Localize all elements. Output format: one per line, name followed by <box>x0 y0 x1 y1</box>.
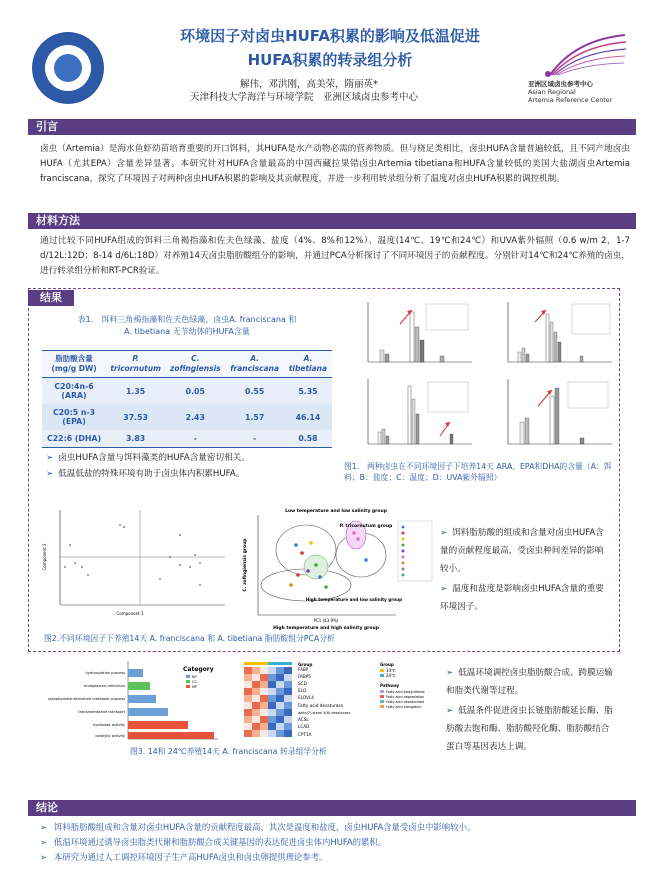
heatmap-cell <box>244 667 252 674</box>
table-cell: 46.14 <box>284 404 332 430</box>
fig1-panel-c <box>368 379 472 444</box>
heatmap-cell <box>268 723 276 730</box>
heatmap-cell <box>276 716 284 723</box>
go-bar-label: endoplasmic reticulum <box>84 684 125 688</box>
table-cell: 5.35 <box>284 378 332 405</box>
heatmap-cell <box>268 667 276 674</box>
heatmap-cell <box>276 709 284 716</box>
table-row <box>42 378 332 405</box>
heatmap-cell <box>244 702 252 709</box>
bullet-text: 低温环境调控卤虫脂肪酸合成、跨膜运输和脂类代谢等过程。 <box>446 668 613 696</box>
svg-text:FABP: FABP <box>298 667 309 672</box>
table-row <box>42 404 332 430</box>
section-methods-heading: 材料方法 <box>28 213 636 229</box>
section-intro-heading: 引言 <box>28 119 636 135</box>
heatmap-cell <box>268 695 276 702</box>
svg-text:Fatty acid desaturase: Fatty acid desaturase <box>298 703 344 708</box>
heatmap-cell <box>284 709 292 716</box>
table-header: A. franciscana <box>225 351 284 378</box>
heatmap-group-bar <box>260 662 268 665</box>
heatmap-cell <box>276 681 284 688</box>
heatmap-legend-group: Group <box>380 662 394 667</box>
heatmap-cell <box>244 709 252 716</box>
table-header: C. zofingiensis <box>165 351 225 378</box>
heatmap-cell <box>284 695 292 702</box>
svg-text:24℃: 24℃ <box>386 673 396 678</box>
heatmap-cell <box>244 674 252 681</box>
heatmap-cell <box>284 716 292 723</box>
heatmap-cell <box>284 667 292 674</box>
go-bar-label: catalytic activity <box>95 734 125 738</box>
bullet-text: 温度和盐度是影响卤虫HUFA含量的重要环境因子。 <box>440 584 604 612</box>
table-cell: 1.57 <box>225 404 284 430</box>
heatmap-group-title: Group <box>298 662 313 667</box>
pca-mid-label: High temperature and low salinity group <box>305 597 403 602</box>
heatmap-cell <box>252 674 260 681</box>
heatmap-cell <box>268 716 276 723</box>
go-bar-label: hydroxylation process <box>85 671 125 675</box>
heatmap-cell <box>284 674 292 681</box>
bullet-text: 低温低盐的特殊环境有助于卤虫体内积累HUFA。 <box>58 469 245 479</box>
hufa-table <box>42 350 332 448</box>
university-logo <box>32 32 104 104</box>
pca-group-c-label: C. zofingiensis group <box>243 538 248 592</box>
pca-group-p-label: P. tricornutum group <box>339 524 393 529</box>
heatmap-cell <box>276 695 284 702</box>
svg-text:Fatty acid degradation: Fatty acid degradation <box>386 695 425 699</box>
table-cell: 1.35 <box>106 378 165 405</box>
svg-text:CPT1A: CPT1A <box>298 732 312 737</box>
heatmap-cell <box>260 681 268 688</box>
intro-text: 卤虫（Artemia）是海水鱼虾幼苗培育重要的开口饵料，其HUFA是水产动物必需的营养物质。但与桡足类相比，卤虫HUFA含量普遍较低，且不同产地卤虫HUFA（尤其EPA）含量差异显著。本研究针对HUFA含量最高的中国西藏拉果错卤虫Artemia tibetiana和HUFA含量较低的美国大盐湖卤虫Artemia franciscana，探究了环境因子对两种卤虫HUFA积累的影响及其贡献程度，并进一步利用转录组分析了温度对卤虫HUFA积累的调控机制。 <box>40 144 630 184</box>
go-bar-label: hydrolase activity <box>93 723 125 727</box>
heatmap-cell <box>268 730 276 737</box>
table-cell: 0.58 <box>284 430 332 448</box>
pca-top-label: Low temperature and low salinity group <box>285 509 387 514</box>
heatmap-cell <box>244 716 252 723</box>
heatmap-cell <box>252 730 260 737</box>
figure-1-caption: 图1. 两种卤虫在不同环境因子下培养14天 ARA、EPA和DHA的含量（A：饵料；B：盐度；C：温度；D：UVA紫外辐照） <box>344 462 612 482</box>
bullet-text: 饵料脂肪酸的组成和含量对卤虫HUFA含量的贡献程度最高，受卤虫种间差异的影响较小。 <box>440 528 604 574</box>
heatmap-cell <box>252 695 260 702</box>
table-cell: 3.83 <box>106 430 165 448</box>
svg-text:Fatty acid biosynthesis: Fatty acid biosynthesis <box>386 690 425 694</box>
heatmap-cell <box>268 674 276 681</box>
svg-text:FABP5: FABP5 <box>298 674 311 679</box>
fig1-panel-a <box>368 302 472 362</box>
affiliation: 天津科技大学海洋与环境学院 亚洲区域卤虫参考中心 <box>190 92 419 103</box>
svg-text:MF: MF <box>192 685 198 689</box>
results-bullets-1: ➢ 卤虫HUFA含量与饵料藻类的HUFA含量密切相关。 ➢ 低温低盐的特殊环境有助于卤虫体内积累HUFA。 <box>46 453 250 479</box>
table-cell: C20:4n-6 (ARA) <box>42 378 106 405</box>
go-bar-label: transmembrane transport <box>78 710 125 714</box>
figure-3-heatmap <box>240 660 440 745</box>
heatmap-cell <box>276 688 284 695</box>
table-header: P. tricornutum <box>106 351 165 378</box>
heatmap-cell <box>244 681 252 688</box>
heatmap-cell <box>244 730 252 737</box>
heatmap-cell <box>260 688 268 695</box>
table-header: 脂肪酸含量 (mg/g DW) <box>42 351 106 378</box>
heatmap-cell <box>252 723 260 730</box>
heatmap-cell <box>276 667 284 674</box>
heatmap-cell <box>244 723 252 730</box>
bullet-text: 卤虫HUFA含量与饵料藻类的HUFA含量密切相关。 <box>58 453 250 463</box>
table-cell: 0.55 <box>225 378 284 405</box>
heatmap-group-bar <box>268 662 276 665</box>
svg-text:ACSL: ACSL <box>298 717 309 722</box>
table-caption: 表1. 饵料三角褐指藻和佐夫色绿藻、卤虫A. franciscana 和 A. tibetiana 无节幼体的HUFA含量 <box>77 315 297 336</box>
svg-text:SCD: SCD <box>298 681 307 686</box>
svg-text:ELO: ELO <box>298 688 307 693</box>
table-row <box>42 430 332 448</box>
heatmap-cell <box>276 674 284 681</box>
heatmap-cell <box>244 688 252 695</box>
poster-title: 环境因子对卤虫HUFA积累的影响及低温促进 HUFA积累的转录组分析 <box>180 27 480 69</box>
svg-text:LCAD: LCAD <box>298 724 310 729</box>
heatmap-cell <box>260 716 268 723</box>
heatmap-group-bar <box>284 662 292 665</box>
svg-text:Fatty acid desaturated: Fatty acid desaturated <box>386 700 425 704</box>
heatmap-cell <box>260 674 268 681</box>
heatmap-cell <box>268 702 276 709</box>
table-cell: C20:5 n-3 (EPA) <box>42 404 106 430</box>
heatmap-cell <box>252 688 260 695</box>
go-bar-label: carbohydrate derivative metabolic process <box>47 697 125 701</box>
heatmap-cell <box>252 709 260 716</box>
methods-text: 通过比较不同HUFA组成的饵料三角褐指藻和佐夫色绿藻、盐度（4%、8%和12%）、温度(14℃、19℃和24℃）和UVA紫外辐照（0.6 w/m 2，1-7 d/12L:12D；8-14 d/6L:18D）对养殖14天卤虫脂肪酸组分的影响，并通过PCA分析探讨了不同环境因子的贡献程度。分别针对14℃和24℃养殖的卤虫，进行转录组分析和RT-PCR验证。 <box>40 236 630 276</box>
heatmap-cell <box>284 723 292 730</box>
heatmap-group-bar <box>276 662 284 665</box>
svg-text:CC: CC <box>192 680 198 684</box>
go-category-title: Category <box>183 666 214 673</box>
figure-3-go-bar-chart <box>28 657 238 745</box>
heatmap-cell <box>268 688 276 695</box>
pca-left-y-label: Component 2 <box>42 543 47 571</box>
heatmap-cell <box>260 702 268 709</box>
table-cell: C22:6 (DHA) <box>42 430 106 448</box>
table-cell: - <box>165 430 225 448</box>
heatmap-cell <box>276 702 284 709</box>
table-header: A. tibetiana <box>284 351 332 378</box>
heatmap-cell <box>260 709 268 716</box>
heatmap-cell <box>276 730 284 737</box>
section-results-heading: 结果 <box>28 290 74 306</box>
svg-text:delta(7)-sterol 5(6)-desaturas: delta(7)-sterol 5(6)-desaturase <box>298 711 351 715</box>
conclusion-item: ➢ 本研究为通过人工调控环境因子生产高HUFA卤虫和卤虫卵提供理论参考。 <box>40 852 328 862</box>
table-cell: 2.43 <box>165 404 225 430</box>
conclusion-list <box>40 820 630 865</box>
fig1-panel-b <box>508 302 612 362</box>
heatmap-cell <box>284 730 292 737</box>
heatmap-cell <box>252 716 260 723</box>
heatmap-cell <box>260 695 268 702</box>
figure-2-caption: 图2.不同环境因子下养殖14天 A. franciscana 和 A. tibetiana 脂肪酸组分PCA分析 <box>44 634 335 643</box>
heatmap-cell <box>268 681 276 688</box>
artemia-center-text: 亚洲区域卤虫参考中心 Asian Regional Artemia Reference Center <box>528 80 613 104</box>
conclusion-item: ➢ 低温环境通过诱导卤虫脂类代谢和脂肪酸合成关键基因的表达促进卤虫体内HUFA的累积。 <box>40 837 387 847</box>
figure-3-caption: 图3. 14和 24℃养殖14天 A. franciscana 转录组学分析 <box>130 747 327 756</box>
svg-text:BP: BP <box>192 675 197 679</box>
heatmap-group-bar <box>252 662 260 665</box>
heatmap-legend-pathway: Pathway <box>380 683 400 688</box>
pca-left-x-label: Component 1 <box>116 611 144 616</box>
heatmap-cell <box>252 702 260 709</box>
heatmap-cell <box>284 688 292 695</box>
bullet-text: 低温条件促进卤虫长链脂肪酸延长酶、脂肪酸去饱和酶、脂肪酸羟化酶、脂肪酸结合蛋白等基因表达上调。 <box>446 706 613 752</box>
heatmap-cell <box>252 681 260 688</box>
heatmap-cell <box>284 681 292 688</box>
figure-1-bar-charts <box>340 292 615 457</box>
results-bullets-2: ➢ 饵料脂肪酸的组成和含量对卤虫HUFA含量的贡献程度最高，受卤虫种间差异的影响较小。 ➢ 温度和盐度是影响卤虫HUFA含量的重要环境因子。 <box>440 528 604 612</box>
svg-text:14℃: 14℃ <box>386 668 396 673</box>
heatmap-cell <box>276 723 284 730</box>
pca-x-label: PC1 (43.9%) <box>313 618 339 623</box>
svg-text:ELOVL4: ELOVL4 <box>298 695 314 700</box>
svg-text:Fatty acid elongation: Fatty acid elongation <box>386 705 422 709</box>
heatmap-cell <box>252 667 260 674</box>
artemia-center-logo <box>530 30 630 80</box>
figure-2-loading-plot <box>40 505 230 625</box>
conclusion-item: ➢ 饵料脂肪酸组成和含量对卤虫HUFA含量的贡献程度最高，其次是温度和盐度，卤虫HUFA含量受卤虫中影响较小。 <box>40 822 476 832</box>
heatmap-group-bar <box>244 662 252 665</box>
authors: 解伟，邓洪刚，高美荣，隋丽英* <box>240 79 378 90</box>
table-cell: 37.53 <box>106 404 165 430</box>
table-cell: - <box>225 430 284 448</box>
heatmap-cell <box>244 695 252 702</box>
pca-bottom-label: High temperature and high salinity group <box>273 626 379 631</box>
heatmap-cell <box>284 702 292 709</box>
heatmap-cell <box>260 730 268 737</box>
heatmap-cell <box>268 709 276 716</box>
results-bullets-3: ➢ 低温环境调控卤虫脂肪酸合成、跨膜运输和脂类代谢等过程。 ➢ 低温条件促进卤虫长链脂肪酸延长酶、脂肪酸去饱和酶、脂肪酸羟化酶、脂肪酸结合蛋白等基因表达上调。 <box>446 668 613 752</box>
section-conclusion-heading: 结论 <box>28 800 636 816</box>
fig1-panel-d <box>508 379 612 444</box>
table-cell: 0.05 <box>165 378 225 405</box>
heatmap-cell <box>260 723 268 730</box>
figure-2-pca-plot <box>236 505 436 633</box>
heatmap-cell <box>260 667 268 674</box>
